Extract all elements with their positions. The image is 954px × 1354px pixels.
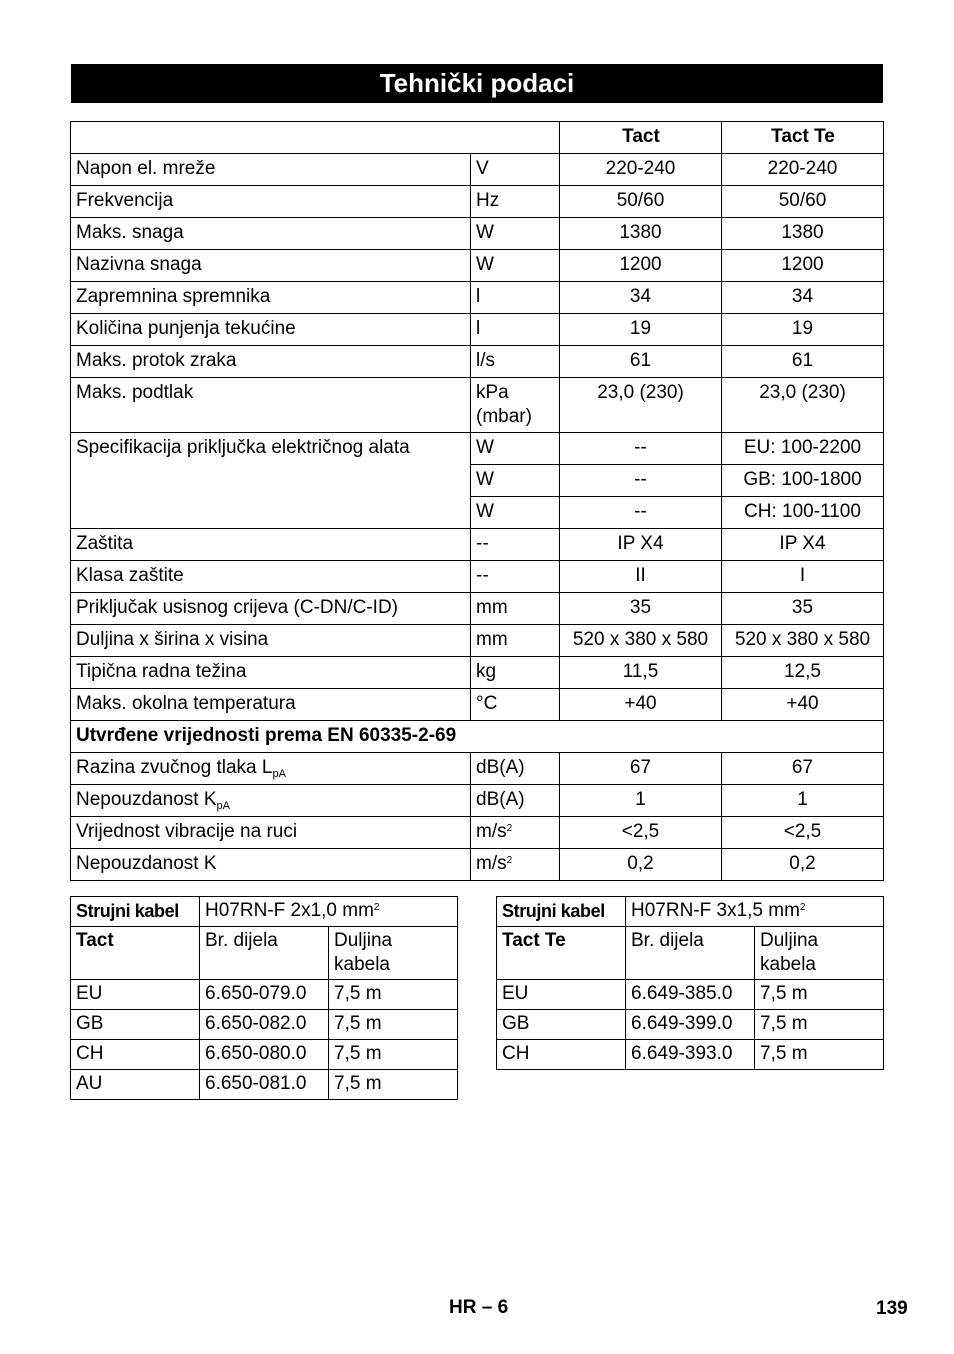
value-tact-te: 67 <box>722 753 884 785</box>
unit-text: l/s <box>476 350 495 371</box>
unit-text: W <box>476 469 494 490</box>
cable-value <box>200 897 458 927</box>
label-text: Razina zvučnog tlaka L <box>76 757 273 778</box>
value-tact: -- <box>560 465 722 497</box>
cable-label: Strujni kabel <box>71 897 200 927</box>
value-tact-te: 35 <box>722 593 884 625</box>
cable-row <box>71 1010 458 1040</box>
value-tact-te: 520 x 380 x 580 <box>722 625 884 657</box>
col-cable-length: Duljina kabela <box>755 927 884 980</box>
value-tact: <2,5 <box>560 817 722 849</box>
row-unit <box>471 186 560 218</box>
cable-value-text: H07RN-F 3x1,5 mm <box>631 900 800 921</box>
label-text: Nepouzdanost K <box>76 853 217 874</box>
value-tact: 23,0 (230) <box>560 378 722 433</box>
cable-length: 7,5 m <box>329 1040 458 1070</box>
table-row <box>71 785 884 817</box>
row-unit <box>471 497 560 529</box>
cable-table-tact <box>70 896 458 1100</box>
unit-text: m/s <box>476 853 507 874</box>
table-row <box>71 346 884 378</box>
value-tact-te: 61 <box>722 346 884 378</box>
part-number: 6.650-080.0 <box>200 1040 329 1070</box>
table-row <box>71 593 884 625</box>
row-unit <box>471 593 560 625</box>
value-tact-te: +40 <box>722 689 884 721</box>
row-unit <box>471 849 560 881</box>
unit-text: V <box>476 158 489 179</box>
table-row <box>71 689 884 721</box>
cable-row <box>71 980 458 1010</box>
cable-row <box>497 1040 884 1070</box>
table-row <box>71 378 884 433</box>
cable-value-superscript: 2 <box>373 902 380 913</box>
unit-text: l <box>476 318 481 339</box>
row-unit <box>471 657 560 689</box>
table-row <box>71 282 884 314</box>
table-row <box>71 218 884 250</box>
unit-superscript: 2 <box>506 855 513 866</box>
value-tact: 50/60 <box>560 186 722 218</box>
value-tact: 11,5 <box>560 657 722 689</box>
part-number: 6.650-082.0 <box>200 1010 329 1040</box>
row-unit <box>471 154 560 186</box>
country-code: GB <box>497 1010 626 1040</box>
value-tact: 1200 <box>560 250 722 282</box>
cable-table-tact-te <box>496 896 884 1070</box>
row-unit <box>471 250 560 282</box>
value-tact-te: 1380 <box>722 218 884 250</box>
value-tact: 1380 <box>560 218 722 250</box>
country-code: EU <box>71 980 200 1010</box>
unit-text: l <box>476 286 481 307</box>
part-number: 6.649-385.0 <box>626 980 755 1010</box>
row-unit <box>471 378 560 433</box>
value-tact: +40 <box>560 689 722 721</box>
cable-length: 7,5 m <box>755 980 884 1010</box>
cable-row <box>497 980 884 1010</box>
row-label: Klasa zaštite <box>71 561 471 593</box>
row-label: Priključak usisnog crijeva (C-DN/C-ID) <box>71 593 471 625</box>
unit-text: -- <box>476 565 489 586</box>
row-unit <box>471 218 560 250</box>
cable-value-text: H07RN-F 2x1,0 mm <box>205 900 374 921</box>
row-label: Zapremnina spremnika <box>71 282 471 314</box>
value-tact: 34 <box>560 282 722 314</box>
unit-superscript: 2 <box>506 823 513 834</box>
row-unit <box>471 785 560 817</box>
row-label <box>71 849 471 881</box>
unit-text: W <box>476 437 494 458</box>
section-heading-row <box>71 721 884 753</box>
country-code: CH <box>497 1040 626 1070</box>
cable-header-row <box>497 927 884 980</box>
row-label <box>71 753 471 785</box>
row-label: Količina punjenja tekućine <box>71 314 471 346</box>
row-unit <box>471 314 560 346</box>
unit-text: mm <box>476 629 508 650</box>
row-label: Maks. protok zraka <box>71 346 471 378</box>
col-cable-length: Duljina kabela <box>329 927 458 980</box>
cable-label: Strujni kabel <box>497 897 626 927</box>
unit-text: kPa <box>476 382 509 403</box>
row-label: Zaštita <box>71 529 471 561</box>
row-unit <box>471 753 560 785</box>
unit-text: kg <box>476 661 497 682</box>
row-label: Duljina x širina x visina <box>71 625 471 657</box>
row-unit <box>471 529 560 561</box>
unit-text: dB(A) <box>476 789 525 810</box>
value-tact: 220-240 <box>560 154 722 186</box>
value-tact: 1 <box>560 785 722 817</box>
table-row <box>71 561 884 593</box>
row-unit <box>471 625 560 657</box>
value-tact-te: 0,2 <box>722 849 884 881</box>
cable-model: Tact Te <box>497 927 626 980</box>
unit-text: m/s <box>476 821 507 842</box>
cable-model: Tact <box>71 927 200 980</box>
row-label: Napon el. mreže <box>71 154 471 186</box>
header-empty-cell <box>71 122 560 154</box>
cable-spec-row <box>497 897 884 927</box>
row-label: Maks. okolna temperatura <box>71 689 471 721</box>
unit-text-secondary: (mbar) <box>476 406 532 427</box>
table-row <box>71 186 884 218</box>
label-subscript: pA <box>272 768 286 780</box>
table-row <box>71 154 884 186</box>
value-tact: 19 <box>560 314 722 346</box>
cable-length: 7,5 m <box>755 1010 884 1040</box>
row-unit <box>471 433 560 465</box>
footer-section-label: HR – 6 <box>449 1297 509 1318</box>
value-tact: II <box>560 561 722 593</box>
row-label <box>71 785 471 817</box>
cable-header-row <box>71 927 458 980</box>
unit-text: mm <box>476 597 508 618</box>
row-label: Maks. podtlak <box>71 378 471 433</box>
country-code: EU <box>497 980 626 1010</box>
page-title: Tehnički podaci <box>71 64 883 103</box>
cable-length: 7,5 m <box>329 1070 458 1100</box>
part-number: 6.650-079.0 <box>200 980 329 1010</box>
country-code: CH <box>71 1040 200 1070</box>
value-tact-te: 50/60 <box>722 186 884 218</box>
table-row <box>71 433 884 465</box>
value-tact-te: 19 <box>722 314 884 346</box>
cable-length: 7,5 m <box>329 980 458 1010</box>
row-unit <box>471 465 560 497</box>
table-row <box>71 529 884 561</box>
row-label: Tipična radna težina <box>71 657 471 689</box>
part-number: 6.649-399.0 <box>626 1010 755 1040</box>
header-tact: Tact <box>560 122 722 154</box>
value-tact-te: I <box>722 561 884 593</box>
row-label: Nazivna snaga <box>71 250 471 282</box>
row-unit <box>471 346 560 378</box>
value-tact-te: 23,0 (230) <box>722 378 884 433</box>
row-unit <box>471 282 560 314</box>
value-tact-te: 220-240 <box>722 154 884 186</box>
value-tact-te: GB: 100-1800 <box>722 465 884 497</box>
cable-row <box>71 1070 458 1100</box>
value-tact-te: 34 <box>722 282 884 314</box>
row-label: Specifikacija priključka električnog alata <box>71 433 471 529</box>
col-part-number: Br. dijela <box>200 927 329 980</box>
part-number: 6.649-393.0 <box>626 1040 755 1070</box>
table-row <box>71 657 884 689</box>
unit-text: dB(A) <box>476 757 525 778</box>
value-tact-te: 1 <box>722 785 884 817</box>
value-tact: 35 <box>560 593 722 625</box>
row-label: Maks. snaga <box>71 218 471 250</box>
row-label <box>71 817 471 849</box>
value-tact: -- <box>560 433 722 465</box>
cable-length: 7,5 m <box>755 1040 884 1070</box>
value-tact: -- <box>560 497 722 529</box>
value-tact-te: <2,5 <box>722 817 884 849</box>
country-code: AU <box>71 1070 200 1100</box>
row-unit <box>471 689 560 721</box>
value-tact: IP X4 <box>560 529 722 561</box>
cable-row <box>71 1040 458 1070</box>
value-tact: 520 x 380 x 580 <box>560 625 722 657</box>
table-row <box>71 250 884 282</box>
unit-text: -- <box>476 533 489 554</box>
unit-text: Hz <box>476 190 500 211</box>
row-unit <box>471 561 560 593</box>
table-row <box>71 817 884 849</box>
value-tact-te: EU: 100-2200 <box>722 433 884 465</box>
unit-text: W <box>476 254 494 275</box>
value-tact-te: IP X4 <box>722 529 884 561</box>
label-text: Vrijednost vibracije na ruci <box>76 821 298 842</box>
unit-text: W <box>476 501 494 522</box>
value-tact-te: 1200 <box>722 250 884 282</box>
col-part-number: Br. dijela <box>626 927 755 980</box>
table-row <box>71 625 884 657</box>
cable-value <box>626 897 884 927</box>
cable-row <box>497 1010 884 1040</box>
value-tact: 0,2 <box>560 849 722 881</box>
header-tact-te: Tact Te <box>722 122 884 154</box>
table-row <box>71 314 884 346</box>
table-header-row <box>71 122 884 154</box>
page-number: 139 <box>876 1298 908 1319</box>
table-row <box>71 849 884 881</box>
label-text: Nepouzdanost K <box>76 789 217 810</box>
cable-length: 7,5 m <box>329 1010 458 1040</box>
cable-spec-row <box>71 897 458 927</box>
row-label: Frekvencija <box>71 186 471 218</box>
row-unit <box>471 817 560 849</box>
part-number: 6.650-081.0 <box>200 1070 329 1100</box>
country-code: GB <box>71 1010 200 1040</box>
section-heading: Utvrđene vrijednosti prema EN 60335-2-69 <box>71 721 884 753</box>
value-tact-te: CH: 100-1100 <box>722 497 884 529</box>
unit-text: °C <box>476 693 498 714</box>
unit-text: W <box>476 222 494 243</box>
table-row <box>71 753 884 785</box>
value-tact: 67 <box>560 753 722 785</box>
cable-value-superscript: 2 <box>799 902 806 913</box>
technical-data-table <box>70 121 884 881</box>
label-subscript: pA <box>216 800 230 812</box>
value-tact: 61 <box>560 346 722 378</box>
value-tact-te: 12,5 <box>722 657 884 689</box>
